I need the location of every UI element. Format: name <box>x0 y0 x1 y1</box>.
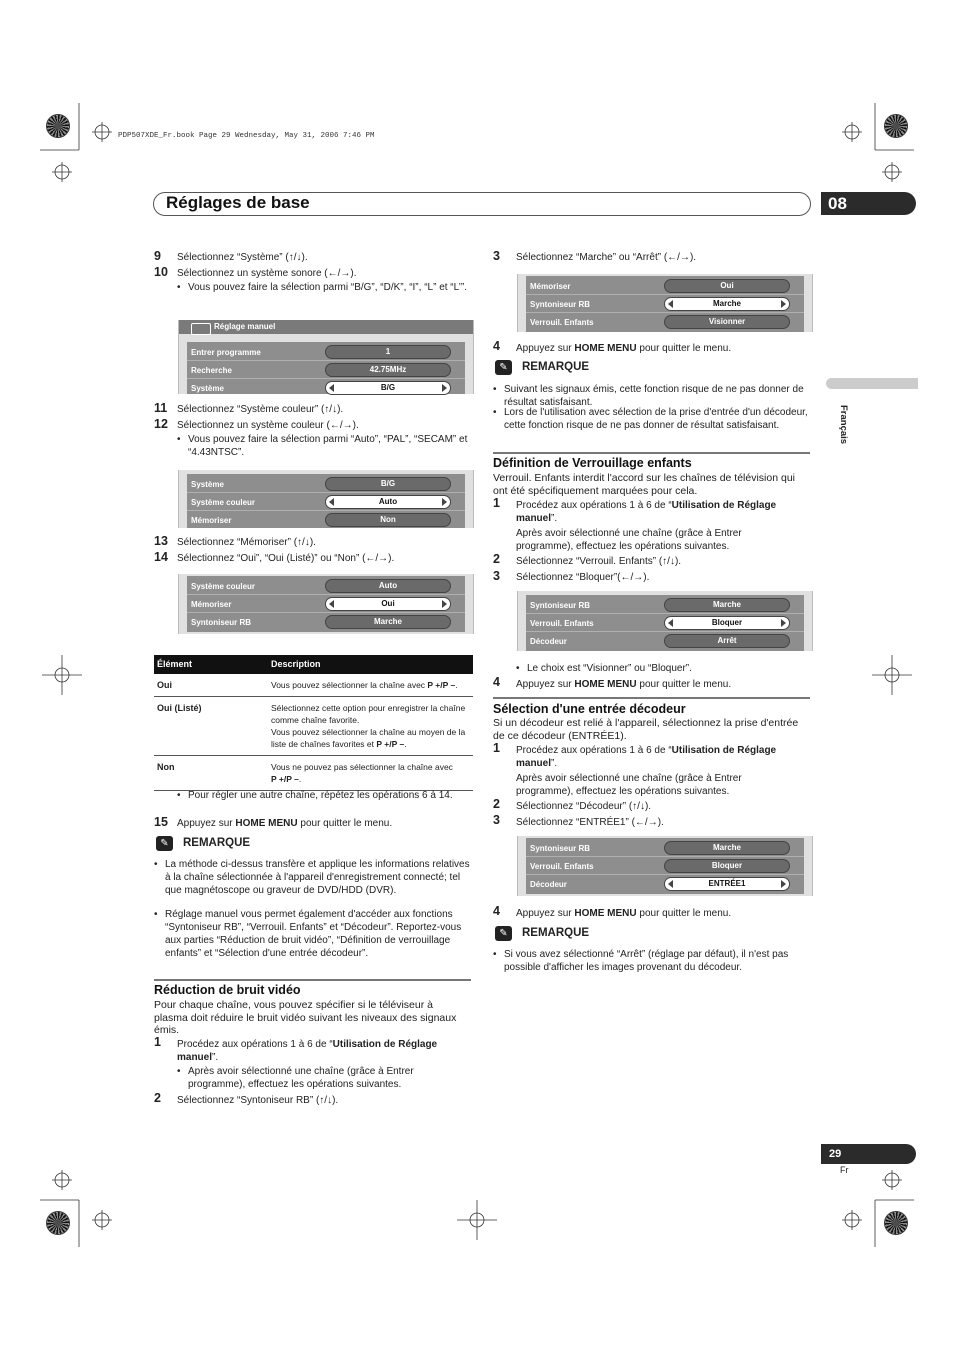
note-heading: REMARQUE <box>522 927 590 939</box>
step-text: Sélectionnez “Mémoriser” (↑/↓). <box>177 537 316 548</box>
step-text: Sélectionnez un système couleur (←/→). <box>177 420 359 431</box>
table-row: Non Vous ne pouvez pas sélectionner la chaîne avec P +/P –. <box>154 756 473 791</box>
osd-label: Système <box>191 480 224 489</box>
step-number: 1 <box>493 741 500 755</box>
section-rule <box>493 697 810 699</box>
description-table <box>154 655 473 791</box>
osd-value: Marche <box>664 598 790 612</box>
step-text: Procédez aux opérations 1 à 6 de “Utilisation de Réglage manuel”. <box>177 1039 438 1063</box>
bullet-item: • Le choix est “Visionner” ou “Bloquer”. <box>527 662 809 675</box>
osd-label: Système couleur <box>191 498 256 507</box>
menu-icon <box>191 323 211 335</box>
step-text: Sélectionnez “Verrouil. Enfants” (↑/↓). <box>516 556 682 567</box>
step-number: 3 <box>493 569 500 583</box>
osd-label: Système couleur <box>191 582 256 591</box>
osd-value-selected: B/G <box>325 381 451 395</box>
osd-label: Entrer programme <box>191 348 261 357</box>
osd-screen <box>517 274 813 332</box>
language-label: Français <box>838 405 849 445</box>
osd-value: Visionner <box>664 315 790 329</box>
step-text: Procédez aux opérations 1 à 6 de “Utilisation de Réglage manuel”. <box>516 500 777 524</box>
left-column <box>154 250 474 1120</box>
osd-screen <box>178 470 474 528</box>
osd-value: B/G <box>325 477 451 491</box>
step-text: Sélectionnez “Oui”, “Oui (Listé)” ou “Non” (←/→). <box>177 553 395 564</box>
table-row: Oui (Listé) Sélectionnez cette option pour enregistrer la chaîne comme chaîne favorite. Vous pouvez sélectionner la chaîne au moyen de la liste de chaînes favorites et P +/P –. <box>154 697 473 756</box>
osd-label: Décodeur <box>530 637 567 646</box>
step-number: 4 <box>493 904 500 918</box>
osd-label: Système <box>191 384 224 393</box>
page-number: 29 <box>821 1144 916 1164</box>
step-paragraph: Après avoir sélectionné une chaîne (grâce à Entrer programme), effectuez les opérations suivantes. <box>516 528 742 552</box>
right-column <box>493 250 813 980</box>
osd-label: Syntoniseur RB <box>191 618 252 627</box>
bullet-item: • Suivant les signaux émis, cette fonction risque de ne pas donner de résultat satisfaisant. <box>504 383 809 409</box>
osd-value: Bloquer <box>664 859 790 873</box>
osd-label: Syntoniseur RB <box>530 300 591 309</box>
osd-label: Verrouil. Enfants <box>530 619 594 628</box>
step-number: 13 <box>154 534 168 548</box>
note-heading: REMARQUE <box>183 837 251 849</box>
step-text: Sélectionnez “ENTRÉE1” (←/→). <box>516 817 664 828</box>
step-text: Sélectionnez “Décodeur” (↑/↓). <box>516 801 652 812</box>
osd-screen <box>517 836 813 896</box>
osd-label: Verrouil. Enfants <box>530 862 594 871</box>
osd-value-selected: Marche <box>664 297 790 311</box>
print-slug: PDP507XDE_Fr.book Page 29 Wednesday, May 31, 2006 7:46 PM <box>118 132 375 140</box>
osd-value: Oui <box>664 279 790 293</box>
step-text: Sélectionnez “Marche” ou “Arrêt” (←/→). <box>516 252 697 263</box>
step-text: Sélectionnez “Syntoniseur RB” (↑/↓). <box>177 1095 339 1106</box>
step-text: Appuyez sur HOME MENU pour quitter le menu. <box>516 908 732 919</box>
bullet-item: • Vous pouvez faire la sélection parmi “B/G”, “D/K”, “I”, “L” et “L’”. <box>188 281 470 294</box>
section-paragraph: Si un décodeur est relié à l'appareil, sélectionnez la prise d'entrée de ce décodeur (ENTRÉE1). <box>493 717 799 742</box>
osd-screen <box>178 320 474 394</box>
step-text: Procédez aux opérations 1 à 6 de “Utilisation de Réglage manuel”. <box>516 745 777 769</box>
step-number: 14 <box>154 550 168 564</box>
step-text: Sélectionnez “Système” (↑/↓). <box>177 252 308 263</box>
table-header: Description <box>268 655 473 674</box>
osd-screen <box>178 574 474 634</box>
note-icon: ✎ <box>495 360 512 375</box>
section-heading: Sélection d'une entrée décodeur <box>493 702 686 716</box>
section-rule <box>154 979 471 981</box>
section-paragraph: Pour chaque chaîne, vous pouvez spécifier si le téléviseur à plasma doit réduire le bruit vidéo suivant les niveaux des signaux émis. <box>154 999 457 1036</box>
osd-value: Non <box>325 513 451 527</box>
step-number: 4 <box>493 675 500 689</box>
osd-label: Décodeur <box>530 880 567 889</box>
step-number: 11 <box>154 401 168 415</box>
bullet-item: • Réglage manuel vous permet également d'accéder aux fonctions “Syntoniseur RB”, “Verrouil. Enfants” et “Décodeur”. Reportez-vous aux parties “Réduction de bruit vidéo”, “Définition de verrouillage enfants” et “Sélection d'une entrée décodeur”. <box>165 908 470 960</box>
osd-value: Marche <box>325 615 451 629</box>
step-paragraph: Après avoir sélectionné une chaîne (grâce à Entrer programme), effectuez les opérations suivantes. <box>516 773 742 797</box>
osd-label: Syntoniseur RB <box>530 601 591 610</box>
note-heading: REMARQUE <box>522 361 590 373</box>
section-heading: Réduction de bruit vidéo <box>154 983 301 997</box>
osd-label: Mémoriser <box>530 282 571 291</box>
chapter-number: 08 <box>821 192 916 215</box>
note-icon: ✎ <box>156 836 173 851</box>
osd-value: Arrêt <box>664 634 790 648</box>
page-title: Réglages de base <box>166 193 310 212</box>
osd-value: Auto <box>325 579 451 593</box>
osd-label: Recherche <box>191 366 232 375</box>
page-language: Fr <box>840 1165 849 1175</box>
note-icon: ✎ <box>495 926 512 941</box>
step-number: 2 <box>493 797 500 811</box>
section-rule <box>493 452 810 454</box>
bullet-item: • Pour régler une autre chaîne, répétez les opérations 6 à 14. <box>188 789 470 802</box>
osd-title: Réglage manuel <box>179 320 473 334</box>
step-number: 12 <box>154 417 168 431</box>
step-number: 15 <box>154 815 168 829</box>
step-number: 10 <box>154 265 168 279</box>
section-heading: Définition de Verrouillage enfants <box>493 456 692 470</box>
step-number: 1 <box>154 1035 161 1049</box>
step-text: Appuyez sur HOME MENU pour quitter le menu. <box>516 679 732 690</box>
step-number: 2 <box>493 552 500 566</box>
step-text: Sélectionnez “Bloquer”(←/→). <box>516 572 650 583</box>
osd-screen <box>517 591 813 651</box>
osd-value-selected: Bloquer <box>664 616 790 630</box>
step-text: Sélectionnez un système sonore (←/→). <box>177 268 357 279</box>
step-number: 9 <box>154 249 161 263</box>
step-text: Appuyez sur HOME MENU pour quitter le menu. <box>516 343 732 354</box>
language-tab <box>826 378 918 389</box>
bullet-item: • Si vous avez sélectionné “Arrêt” (réglage par défaut), il n'est pas possible d'afficher les images provenant du décodeur. <box>504 948 809 974</box>
bullet-item: • Lors de l'utilisation avec sélection de la prise d'entrée d'un décodeur, cette fonction risque de ne pas donner de résultat satisfaisant. <box>504 406 809 432</box>
step-number: 2 <box>154 1091 161 1105</box>
osd-value: 1 <box>325 345 451 359</box>
step-number: 1 <box>493 496 500 510</box>
osd-label: Syntoniseur RB <box>530 844 591 853</box>
step-text: Appuyez sur HOME MENU pour quitter le menu. <box>177 818 393 829</box>
osd-value-selected: Auto <box>325 495 451 509</box>
step-number: 3 <box>493 813 500 827</box>
osd-label: Mémoriser <box>191 516 232 525</box>
osd-value-selected: Oui <box>325 597 451 611</box>
bullet-item: • Vous pouvez faire la sélection parmi “Auto”, “PAL”, “SECAM” et “4.43NTSC”. <box>188 433 470 459</box>
osd-label: Mémoriser <box>191 600 232 609</box>
osd-value: Marche <box>664 841 790 855</box>
table-header: Élément <box>154 655 268 674</box>
section-paragraph: Verrouil. Enfants interdit l'accord sur les chaînes de télévision qui ont été spécifiquement marquées pour cela. <box>493 472 795 497</box>
osd-value: 42.75MHz <box>325 363 451 377</box>
table-row: Oui Vous pouvez sélectionner la chaîne avec P +/P –. <box>154 674 473 697</box>
bullet-item: • La méthode ci-dessus transfère et applique les informations relatives à la chaîne sélectionnée à l'appareil d'enregistrement connecté; tel que magnétoscope ou graveur de DVD/HDD (DVR). <box>165 858 470 897</box>
bullet-item: • Après avoir sélectionné une chaîne (grâce à Entrer programme), effectuez les opérations suivantes. <box>188 1065 470 1091</box>
osd-value-selected: ENTRÉE1 <box>664 877 790 891</box>
step-number: 4 <box>493 339 500 353</box>
step-text: Sélectionnez “Système couleur” (↑/↓). <box>177 404 344 415</box>
osd-label: Verrouil. Enfants <box>530 318 594 327</box>
step-number: 3 <box>493 249 500 263</box>
